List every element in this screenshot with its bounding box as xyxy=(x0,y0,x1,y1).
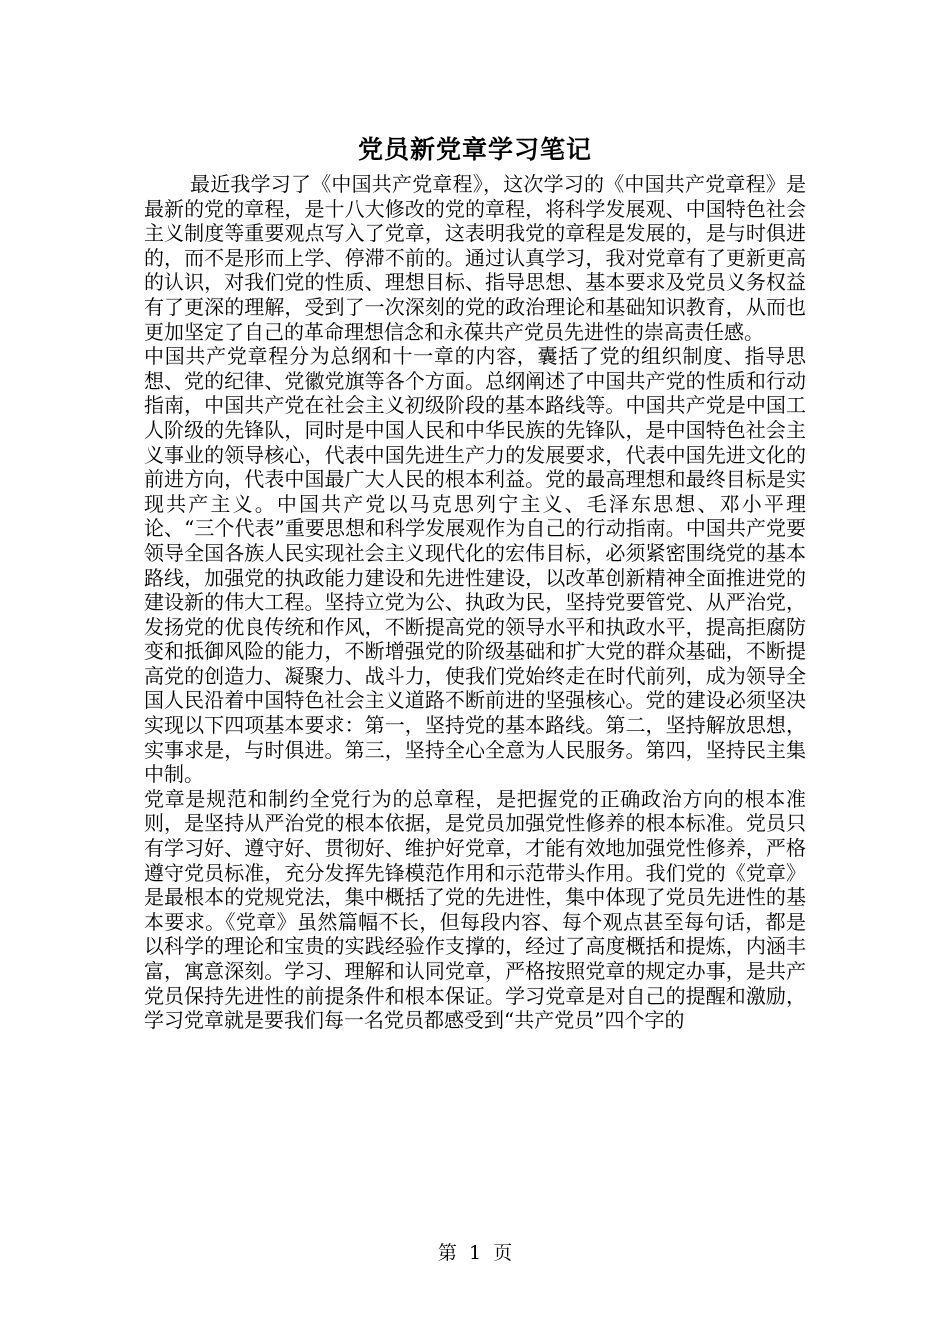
paragraph-intro: 最近我学习了《中国共产党章程》，这次学习的《中国共产党章程》是最新的党的章程，是十八大修改的党的章程，将科学发展观、中国特色社会主义制度等重要观点写入了党章，这表明我党的章程是发展的，是与时俱进的，而不是形而上学、停滞不前的。通过认真学习，我对党章有了更新更高的认识，对我们党的性质、理想目标、指导思想、基本要求及党员义务权益有了更深的理解，受到了一次深刻的党的政治理论和基础知识教育，从而也更加坚定了自己的革命理想信念和永葆共产党员先进性的崇高责任感。 xyxy=(144,172,806,344)
paragraph-party-constitution-structure: 中国共产党章程分为总纲和十一章的内容，囊括了党的组织制度、指导思想、党的纪律、党徽党旗等各个方面。总纲阐述了中国共产党的性质和行动指南，中国共产党在社会主义初级阶段的基本路线等。中国共产党是中国工人阶级的先锋队，同时是中国人民和中华民族的先锋队，是中国特色社会主义事业的领导核心，代表中国先进生产力的发展要求，代表中国先进文化的前进方向，代表中国最广大人民的根本利益。党的最高理想和最终目标是实现共产主义。中国共产党以马克思列宁主义、毛泽东思想、邓小平理论、“三个代表”重要思想和科学发展观作为自己的行动指南。中国共产党要领导全国各族人民实现社会主义现代化的宏伟目标，必须紧密围绕党的基本路线，加强党的执政能力建设和先进性建设，以改革创新精神全面推进党的建设新的伟大工程。坚持立党为公、执政为民，坚持党要管党、从严治党，发扬党的优良传统和作风，不断提高党的领导水平和执政水平，提高拒腐防变和抵御风险的能力，不断增强党的阶级基础和扩大党的群众基础，不断提高党的创造力、凝聚力、战斗力，使我们党始终走在时代前列，成为领导全国人民沿着中国特色社会主义道路不断前进的坚强核心。党的建设必须坚决实现以下四项基本要求：第一，坚持党的基本路线。第二，坚持解放思想，实事求是，与时俱进。第三，坚持全心全意为人民服务。第四，坚持民主集中制。 xyxy=(144,344,806,787)
page-number: 第 1 页 xyxy=(437,1242,513,1264)
document-title: 党员新党章学习笔记 xyxy=(357,135,592,164)
document-body xyxy=(144,172,806,1033)
paragraph-party-constitution-significance: 党章是规范和制约全党行为的总章程，是把握党的正确政治方向的根本准则，是坚持从严治党的根本依据，是党员加强党性修养的根本标准。党员只有学习好、遵守好、贯彻好、维护好党章，才能有效地加强党性修养，严格遵守党员标准，充分发挥先锋模范作用和示范带头作用。我们党的《党章》是最根本的党规党法，集中概括了党的先进性，集中体现了党员先进性的基本要求。《党章》虽然篇幅不长，但每段内容、每个观点甚至每句话，都是以科学的理论和宝贵的实践经验作支撑的，经过了高度概括和提炼，内涵丰富，寓意深刻。学习、理解和认同党章，严格按照党章的规定办事，是共产党员保持先进性的前提条件和根本保证。学习党章是对自己的提醒和激励，学习党章就是要我们每一名党员都感受到“共产党员”四个字的 xyxy=(144,786,806,1033)
